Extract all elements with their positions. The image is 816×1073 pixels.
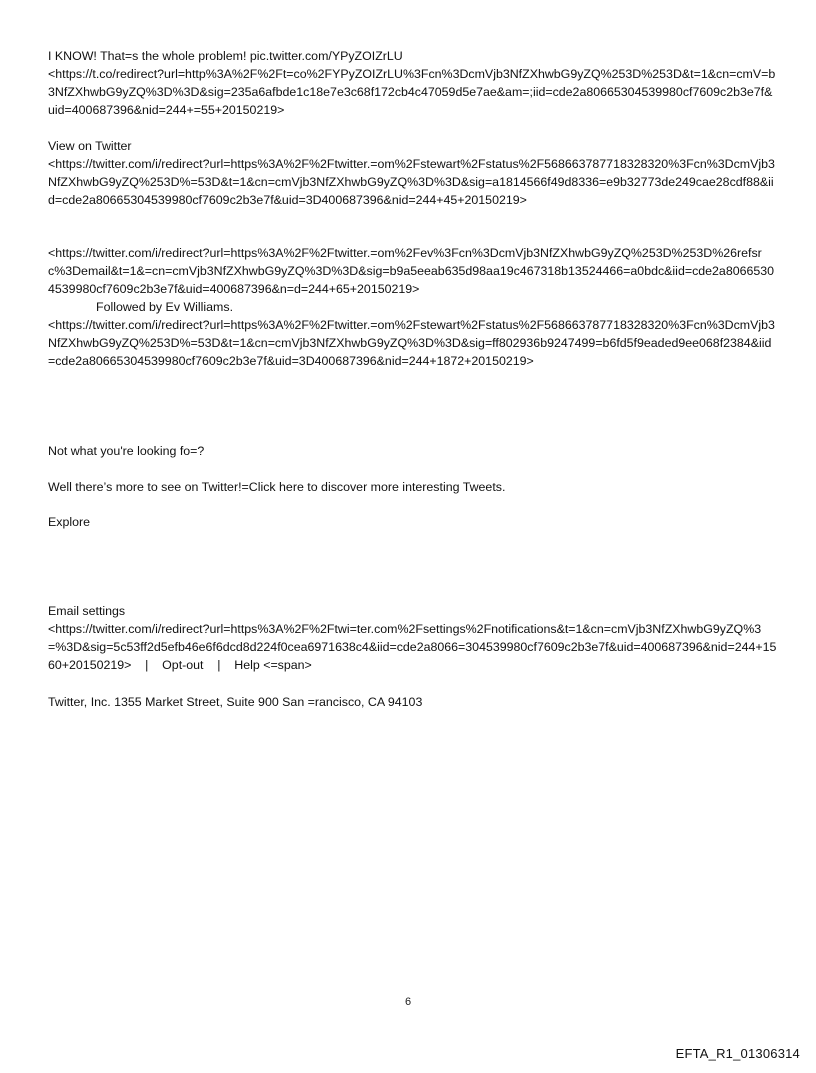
- separator: |: [145, 658, 149, 672]
- help-link[interactable]: Help <=span>: [234, 658, 312, 672]
- page-number: 6: [404, 996, 412, 1008]
- ev-profile-link[interactable]: <https://twitter.com/i/redirect?url=https%3A%2F%2Ftwitter.=om%2Fev%3Fcn%3DcmVjb3NfZXhwbG9yZQ%253D%253D%26refsrc%3Demail&t=1&=cn=cmVjb3NfZXhwbG9yZQ%3D%3D&sig=b9a5eeab635d98aa19c467318b13524466=a0bdc&iid=cde2a80665304539980cf7609c2b3e7f&uid=400687396&n=d=244+65+20150219>: [48, 246, 775, 296]
- document-id: EFTA_R1_01306314: [675, 1046, 800, 1061]
- tweet-block: [48, 47, 778, 119]
- opt-out-link[interactable]: Opt-out: [162, 658, 204, 672]
- view-on-twitter-link[interactable]: <https://twitter.com/i/redirect?url=https%3A%2F%2Ftwitter.=om%2Fstewart%2Fstatus%2F568663787718328320%3Fcn%3DcmVjb3NfZXhwbG9yZQ%253D%=53D&t=1&cn=cmVjb3NfZXhwbG9yZQ%3D%3D&sig=a1814566f49d8336=e9b32773de249cae28cdf88&iid=cde2a80665304539980cf7609c2b3e7f&uid=3D400687396&nid=244+45+20150219>: [48, 157, 775, 207]
- followed-by-block: [48, 244, 778, 370]
- tweet-link[interactable]: <https://t.co/redirect?url=http%3A%2F%2Ft=co%2FYPyZOIZrLU%3Fcn%3DcmVjb3NfZXhwbG9yZQ%253D%253D&t=1&cn=cmV=b3NfZXhwbG9yZQ%3D%3D&sig=235a6afbde1c18e7e3c68f172cb4c47059d5e7ae&am=;iid=cde2a80665304539980cf7609c2b3e7f&uid=400687396&nid=244+=55+20150219>: [48, 67, 776, 117]
- email-settings-link[interactable]: <https://twitter.com/i/redirect?url=https%3A%2F%2Ftwi=ter.com%2Fsettings%2Fnotifications&t=1&cn=cmVjb3NfZXhwbG9yZQ%3=%3D&sig=5c53ff2d5efb46e6f6dcd8d224f0cea6971638c4&iid=cde2a8066=304539980cf7609c2b3e7f&uid=400687396&nid=244+1560+20150219>: [48, 622, 777, 672]
- more-to-see-text[interactable]: Well there’s more to see on Twitter!=Click here to discover more interesting Tweets.: [48, 480, 506, 494]
- tweet-text: I KNOW! That=s the whole problem! pic.twitter.com/YPyZOIZrLU: [48, 49, 403, 63]
- not-looking-text: Not what you're looking fo=?: [48, 444, 205, 458]
- followed-status-link[interactable]: <https://twitter.com/i/redirect?url=https%3A%2F%2Ftwitter.=om%2Fstewart%2Fstatus%2F568663787718328320%3Fcn%3DcmVjb3NfZXhwbG9yZQ%253D%=53D&t=1&cn=cmVjb3NfZXhwbG9yZQ%3D%3D&sig=ff802936b9247499=b6fd5f9eaded9ee068f2384&iid=cde2a80665304539980cf7609c2b3e7f&uid=3D400687396&nid=244+1872+20150219>: [48, 318, 775, 368]
- followed-by-label: Followed by Ev Williams.: [96, 300, 234, 314]
- view-on-twitter-block: [48, 137, 778, 209]
- separator: |: [217, 658, 221, 672]
- email-settings-line: [48, 620, 778, 674]
- view-on-twitter-label[interactable]: View on Twitter: [48, 139, 132, 153]
- explore-link[interactable]: Explore: [48, 515, 91, 529]
- email-settings-label[interactable]: Email settings: [48, 604, 126, 618]
- email-settings-block: [48, 602, 778, 674]
- company-address: Twitter, Inc. 1355 Market Street, Suite 900 San =rancisco, CA 94103: [48, 695, 423, 709]
